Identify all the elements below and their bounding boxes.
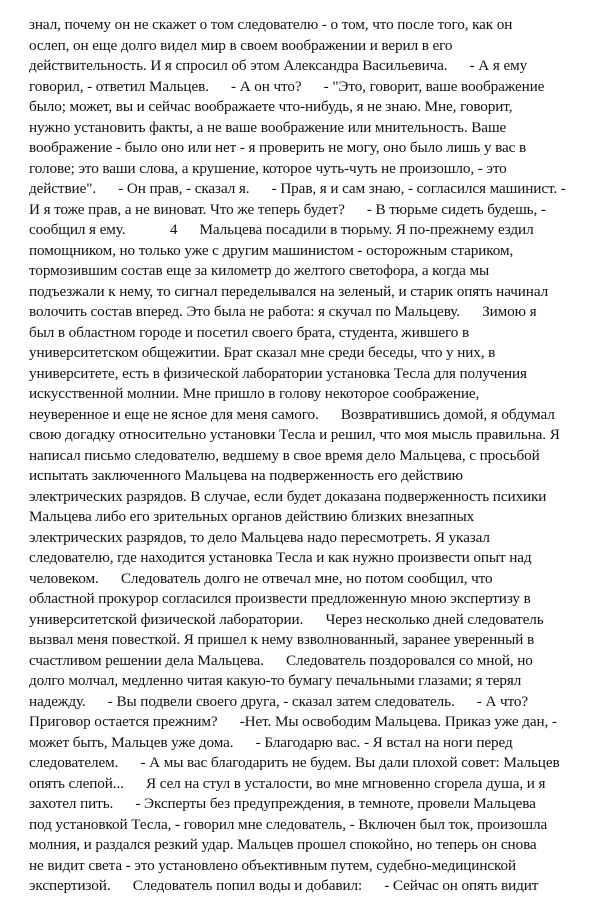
text-line: под установкой Тесла, - говорил мне следователь, - Включен был ток, произошла <box>29 815 548 833</box>
text-line: молния, и раздался резкий удар. Мальцев прошел спокойно, но теперь он снова <box>29 836 537 853</box>
text-line: электрических разрядов, то дело Мальцева надо пересмотреть. Я указал <box>29 528 490 546</box>
text-line: сообщил я ему. 4 Мальцева посадили в тюрьму. Я по-прежнему ездил <box>29 221 534 238</box>
text-line: следователю, где находится установка Тесла и как нужно произвести опыт над <box>29 549 532 566</box>
text-line: нужно установить факты, а не ваше воображение или мнительность. Ваше <box>29 118 507 136</box>
text-line: действительность. И я спросил об этом Александра Васильевича. - А я ему <box>29 57 528 74</box>
text-line: воображение - было оно или нет - я проверить не могу, оно было лишь у вас в <box>29 139 527 156</box>
text-line: надежду. - Вы подвели своего друга, - сказал затем следователь. - А что? <box>29 692 529 710</box>
document-page <box>29 15 569 897</box>
text-line: неуверенное и еще не ясное для меня самого. Возвратившись домой, я обдумал <box>29 405 555 423</box>
text-line: И я тоже прав, а не виноват. Что же теперь будет? - В тюрьме сидеть будешь, - <box>29 200 546 218</box>
text-line: экспертизой. Следователь попил воды и добавил: - Сейчас он опять видит <box>29 877 539 894</box>
text-line: областной прокурор согласился произвести предложенную мною экспертизу в <box>29 590 531 607</box>
text-line: университете, есть в физической лаборатории установка Тесла для получения <box>29 364 527 382</box>
text-line: подъезжали к нему, то сигнал переделывался на зеленый, и старик опять начинал <box>29 282 549 300</box>
text-line: вызвал меня повесткой. Я пришел к нему взволнованный, заранее уверенный в <box>29 631 535 648</box>
text-line: свою догадку относительно установки Тесла и решил, что моя мысль правильна. Я <box>29 426 560 443</box>
text-line: знал, почему он не скажет о том следователю - о том, что после того, как он <box>29 16 513 33</box>
text-line: университетском общежитии. Брат сказал мне среди беседы, что у них, в <box>29 344 496 361</box>
text-line: захотел пить. - Эксперты без предупреждения, в темноте, провели Мальцева <box>29 795 536 812</box>
text-line: следователем. - А мы вас благодарить не будем. Вы дали плохой совет: Мальцев <box>29 754 560 771</box>
text-line: помощником, но только уже с другим машинистом - осторожным стариком, <box>29 241 514 259</box>
text-line: счастливом решении дела Мальцева. Следователь поздоровался со мной, но <box>29 651 533 669</box>
text-line: говорил, - ответил Мальцев. - А он что? - "Это, говорит, ваше воображение <box>29 77 545 95</box>
text-line: долго молчал, медленно читая какую-то бумагу печальными глазами; я терял <box>29 672 522 689</box>
text-line: действие". - Он прав, - сказал я. - Прав, я и сам знаю, - согласился машинист. - <box>29 180 566 197</box>
text-line: опять слепой... Я сел на стул в усталости, во мне мгновенно сгорела душа, и я <box>29 774 546 792</box>
text-line: ослеп, он еще долго видел мир в своем воображении и верил в его <box>29 36 453 54</box>
text-line: испытать заключенного Мальцева на подверженность его действию <box>29 467 463 484</box>
text-line: голове; это ваши слова, а крушение, которое чуть-чуть не произошло, - это <box>29 159 507 177</box>
text-line: написал письмо следователю, ведшему в свое время дело Мальцева, с просьбой <box>29 446 540 464</box>
text-line: тормозившим состав еще за километр до желтого светофора, а когда мы <box>29 262 490 279</box>
text-line: волочить состав вперед. Это была не работа: я скучал по Мальцеву. Зимою я <box>29 303 537 320</box>
text-line: электрических разрядов. В случае, если будет доказана подверженность психики <box>29 487 547 505</box>
text-line: Мальцева либо его зрительных органов действию близких внезапных <box>29 508 475 525</box>
text-line: не видит света - это установлено объективным путем, судебно-медицинской <box>29 856 517 874</box>
text-line: Приговор остается прежним? -Нет. Мы освободим Мальцева. Приказ уже дан, - <box>29 713 557 730</box>
text-line: человеком. Следователь долго не отвечал мне, но потом сообщил, что <box>29 569 493 587</box>
text-line: был в областном городе и посетил своего брата, студента, жившего в <box>29 323 470 341</box>
text-line: было; может, вы и сейчас воображаете что-нибудь, я не знаю. Мне, говорит, <box>29 98 513 115</box>
text-line: может быть, Мальцев уже дома. - Благодарю вас. - Я встал на ноги перед <box>29 733 513 751</box>
text-line: искусственной молнии. Мне пришло в голову некоторое соображение, <box>29 385 480 402</box>
text-line: университетской физической лаборатории. Через несколько дней следователь <box>29 610 544 628</box>
